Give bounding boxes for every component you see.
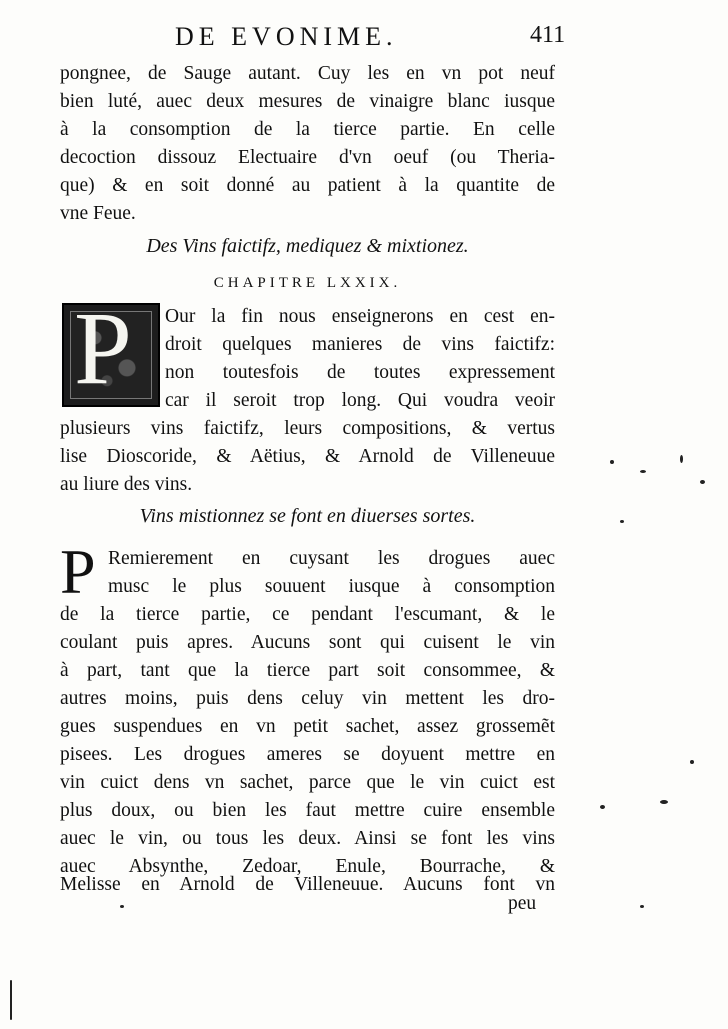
text-line: musc le plus souuent iusque à consomption [108, 576, 555, 597]
text-line: vne Feue. [60, 203, 136, 224]
text-line: pongnee, de Sauge autant. Cuy les en vn pot neuf [60, 63, 555, 84]
initial-letter: P [74, 291, 132, 406]
text-line: lise Dioscoride, & Aëtius, & Arnold de Villeneuue [60, 446, 555, 467]
catchword: peu [508, 893, 537, 914]
text-line: que) & en soit donné au patient à la quantite de [60, 175, 555, 196]
chapter-heading: CHAPITRE LXXIX. [213, 275, 402, 291]
text-line: plus doux, ou bien les faut mettre cuire ensemble [60, 800, 555, 821]
text-line: droit quelques manieres de vins faictifz: [165, 334, 555, 355]
scan-speck [610, 460, 614, 464]
text-line: auec Absynthe, Zedoar, Enule, Bourrache, & [60, 856, 555, 877]
text-line: Melisse en Arnold de Villeneuue. Aucuns font vn [60, 874, 555, 895]
text-line: coulant puis apres. Aucuns sont qui cuisent le vin [60, 632, 555, 653]
text-line: Our la fin nous enseignerons en cest en- [165, 306, 555, 327]
scan-speck [620, 520, 624, 523]
text-line: decoction dissouz Electuaire d'vn oeuf (ou Theria- [60, 147, 555, 168]
text-line: gues suspendues en vn petit sachet, assez grossemẽt [60, 716, 555, 737]
text-line: à part, tant que la tierce part soit consommee, & [60, 660, 555, 681]
text-line: Remierement en cuysant les drogues auec [108, 548, 555, 569]
section-heading: Vins mistionnez se font en diuerses sortes. [139, 505, 476, 527]
text-line: autres moins, puis dens celuy vin mettent les dro- [60, 688, 555, 709]
scan-speck [120, 905, 124, 908]
text-line: auec le vin, ou tous les deux. Ainsi se font les vins [60, 828, 555, 849]
scan-speck [690, 760, 694, 764]
scan-edge-mark [10, 980, 12, 1020]
running-header: DE EVONIME. [175, 22, 398, 51]
scan-speck [640, 470, 646, 473]
scan-speck [640, 905, 644, 908]
scan-speck [660, 800, 668, 804]
text-line: non toutesfois de toutes expressement [165, 362, 555, 383]
text-line: vin cuict dens vn sachet, parce que le vin cuict est [60, 772, 555, 793]
page-number: 411 [530, 22, 566, 48]
decorated-initial [62, 291, 160, 407]
text-line: à la consomption de la tierce partie. En celle [60, 119, 555, 140]
text-line: plusieurs vins faictifz, leurs compositions, & vertus [60, 418, 555, 439]
text-line: de la tierce partie, ce pendant l'escumant, & le [60, 604, 555, 625]
text-line: car il seroit trop long. Qui voudra veoir [165, 390, 555, 411]
text-line: bien luté, auec deux mesures de vinaigre blanc iusque [60, 91, 555, 112]
text-line: pisees. Les drogues ameres se doyuent mettre en [60, 744, 555, 765]
initial-letter: P [60, 536, 96, 607]
text-line: au liure des vins. [60, 474, 193, 495]
section-heading: Des Vins faictifz, mediquez & mixtionez. [146, 235, 469, 257]
scan-speck [600, 805, 605, 809]
scan-speck [680, 455, 683, 463]
scan-speck [700, 480, 705, 484]
